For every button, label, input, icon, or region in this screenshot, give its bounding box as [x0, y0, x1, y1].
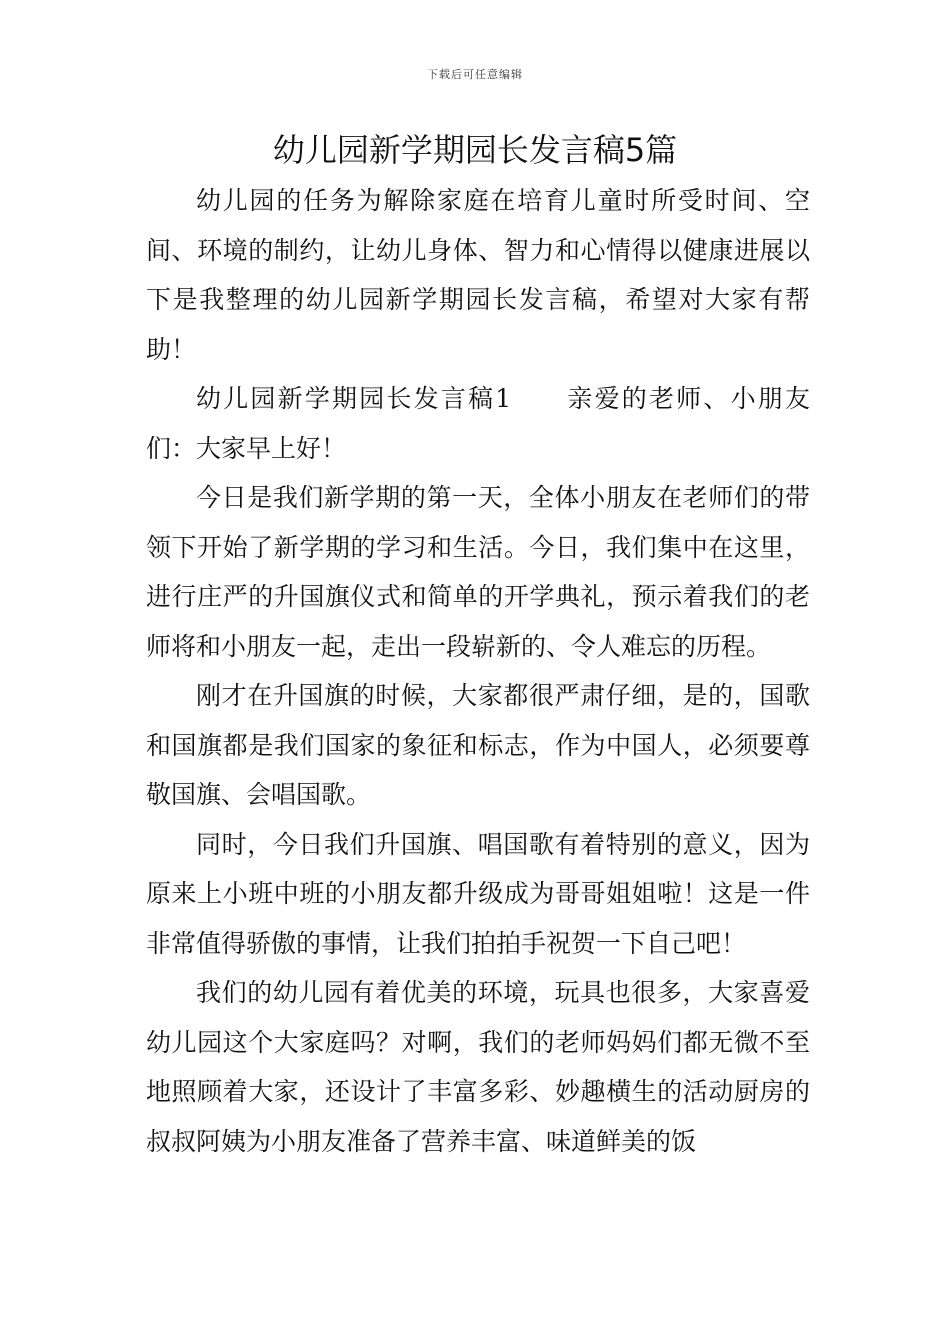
intro-paragraph: 幼儿园的任务为解除家庭在培育儿童时所受时间、空间、环境的制约，让幼儿身体、智力和心情得以健康进展以下是我整理的幼儿园新学期园长发言稿，希望对大家有帮助！: [146, 186, 810, 364]
document-title: 幼儿园新学期园长发言稿5篇: [272, 131, 678, 169]
header-note: 下载后可任意编辑: [427, 68, 523, 81]
document-body: [146, 176, 810, 1166]
section-heading-paragraph: [146, 374, 810, 473]
greeting: 亲爱的老师、小朋友们：大家早上好！: [146, 384, 810, 463]
body-paragraph: 我们的幼儿园有着优美的环境，玩具也很多，大家喜爱幼儿园这个大家庭吗？对啊，我们的老师妈妈们都无微不至地照顾着大家，还设计了丰富多彩、妙趣横生的活动厨房的叔叔阿姨为小朋友准备了营养丰富、味道鲜美的饭: [146, 978, 810, 1156]
body-paragraph: 今日是我们新学期的第一天，全体小朋友在老师们的带领下开始了新学期的学习和生活。今日，我们集中在这里，进行庄严的升国旗仪式和简单的开学典礼，预示着我们的老师将和小朋友一起，走出一段崭新的、令人难忘的历程。: [146, 483, 810, 661]
section-heading: 幼儿园新学期园长发言稿1: [196, 384, 512, 413]
body-paragraph: 同时，今日我们升国旗、唱国歌有着特别的意义，因为原来上小班中班的小朋友都升级成为哥哥姐姐啦！这是一件非常值得骄傲的事情，让我们拍拍手祝贺一下自己吧！: [146, 829, 810, 958]
body-paragraph: 刚才在升国旗的时候，大家都很严肃仔细，是的，国歌和国旗都是我们国家的象征和标志，作为中国人，必须要尊敬国旗、会唱国歌。: [146, 681, 810, 809]
